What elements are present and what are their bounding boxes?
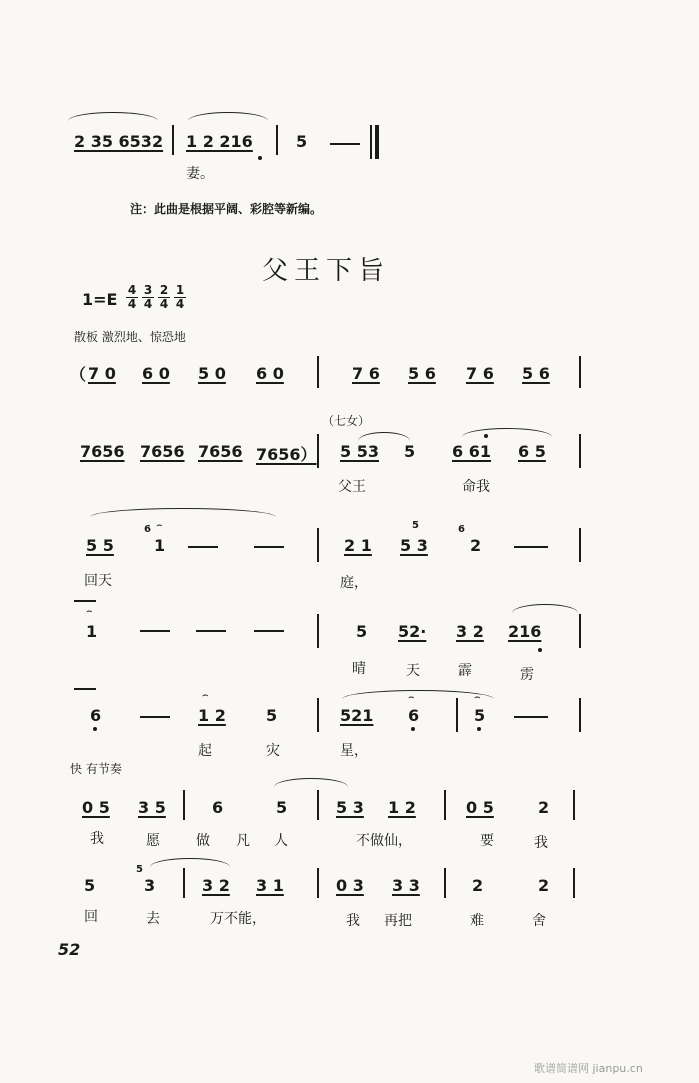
fermata-icon: ⌢ [408, 692, 415, 703]
bar-line [183, 868, 185, 898]
lyric: 人 [274, 833, 288, 849]
score-notes: 5 [474, 706, 486, 725]
grace-note: 5 [136, 864, 143, 875]
bar-line [276, 125, 278, 155]
score-notes: 1 [86, 622, 98, 641]
bar-line [573, 868, 575, 898]
score-notes: 2 [538, 798, 550, 817]
tempo-marking: 散板 激烈地、惊恐地 [74, 330, 186, 344]
lyric: 去 [146, 911, 160, 927]
score-notes: 6 [212, 798, 224, 817]
fermata-icon: ⌢ [86, 606, 93, 617]
score-notes: 5 0 [198, 364, 226, 383]
lyric: 庭， [340, 575, 368, 591]
lyric: 万不能， [210, 911, 266, 927]
score-notes: 52· [398, 622, 427, 641]
page-number: 52 [58, 940, 81, 959]
lyric: 雳 [520, 667, 534, 683]
final-bar-line [370, 125, 372, 159]
slur [462, 428, 552, 437]
lyric: 回 [84, 909, 98, 925]
bar-line [573, 790, 575, 820]
score-notes: 5 6 [522, 364, 550, 383]
paren: （ [70, 365, 87, 384]
score-notes: 1 2 216 [186, 132, 253, 151]
score-notes: 5 5 [86, 536, 114, 555]
key-signature: 1=E [82, 290, 118, 309]
bar-line [579, 356, 581, 388]
score-notes: 0 5 [466, 798, 494, 817]
lyric: 霹 [458, 663, 472, 679]
score-notes: 0 3 [336, 876, 364, 895]
tempo-marking: 快 有节奏 [70, 762, 122, 776]
page-title: 父王下旨 [262, 256, 391, 286]
score-notes: 2 [470, 536, 482, 555]
footnote: 注：此曲是根据平阔、彩腔等新编。 [130, 202, 323, 216]
lyric: 回天 [84, 573, 112, 589]
bar-line [317, 790, 319, 820]
lyric: 做 [196, 833, 210, 849]
meter: 2 4 [159, 283, 169, 311]
meter: 1 4 [175, 283, 185, 311]
score-notes: 5 3 [400, 536, 428, 555]
lyric: 舍 [532, 913, 546, 929]
slur [68, 112, 158, 121]
score-notes: 2 [472, 876, 484, 895]
lyric: 灾 [266, 743, 280, 759]
fermata-icon: ⌢ [474, 692, 481, 703]
score-notes: 6 0 [142, 364, 170, 383]
score-notes: 3 2 [456, 622, 484, 641]
lyric: 父王 [338, 479, 366, 495]
score-notes: 5 3 [336, 798, 364, 817]
slur [358, 432, 410, 441]
lyric: 不做仙， [356, 833, 412, 849]
lyric: 起 [198, 743, 212, 759]
lyric: 难 [470, 913, 484, 929]
lyric: 我 [90, 831, 104, 847]
hold-dash [140, 630, 170, 632]
grace-note: 6 [144, 524, 151, 535]
bar-line [579, 528, 581, 562]
hold-dash [330, 143, 360, 145]
bar-line [456, 698, 458, 732]
lyric: 妻。 [186, 166, 214, 182]
octave-dot [258, 156, 262, 160]
slur [274, 778, 348, 787]
score-notes: 6 0 [256, 364, 284, 383]
score-notes: 2 35 6532 [74, 132, 164, 151]
bar-line [317, 356, 319, 388]
lyric: 凡 [236, 833, 250, 849]
lyric: 命我 [462, 479, 490, 495]
score-notes: 2 [538, 876, 550, 895]
score-notes: 5 [404, 442, 416, 461]
hold-dash [254, 630, 284, 632]
hold-dash [514, 546, 548, 548]
watermark: 歌谱简谱网 jianpu.cn [534, 1062, 643, 1075]
slur [90, 508, 276, 517]
score-notes: 3 1 [256, 876, 284, 895]
score-notes: 3 [144, 876, 156, 895]
score-notes: 3 3 [392, 876, 420, 895]
lyric: 要 [480, 833, 494, 849]
score-notes: 5 [296, 132, 308, 151]
slur [150, 858, 230, 867]
score-notes: 5 53 [340, 442, 379, 461]
lyric: 星， [340, 743, 368, 759]
lyric: 天 [406, 663, 420, 679]
hold-dash [514, 716, 548, 718]
hold-dash [188, 546, 218, 548]
slur [512, 604, 578, 613]
score-notes: 5 [356, 622, 368, 641]
fermata-icon: ⌢ [202, 690, 209, 701]
final-bar-line [375, 125, 379, 159]
tie-line [74, 688, 96, 690]
score-notes: 6 [90, 706, 102, 725]
score-notes: 7 0 [88, 364, 116, 383]
slur [342, 690, 494, 699]
score-notes: 6 [408, 706, 420, 725]
meter-list [126, 284, 186, 311]
score-notes: 2 1 [344, 536, 372, 555]
bar-line [444, 868, 446, 898]
hold-dash [196, 630, 226, 632]
score-notes: 521 [340, 706, 374, 725]
lyric: 再把 [384, 913, 412, 929]
grace-note: 6 [458, 524, 465, 535]
octave-dot [93, 727, 97, 731]
hold-dash [140, 716, 170, 718]
score-notes: 5 [276, 798, 288, 817]
score-notes: 5 [84, 876, 96, 895]
octave-dot [538, 648, 542, 652]
score-notes: 7656） [256, 445, 317, 464]
score-notes: 1 2 [388, 798, 416, 817]
role-label: （七女） [322, 414, 371, 428]
hold-dash [254, 546, 284, 548]
score-notes: 3 2 [202, 876, 230, 895]
bar-line [579, 614, 581, 648]
lyric: 我 [534, 835, 548, 851]
grace-note: 5 [412, 520, 419, 531]
bar-line [317, 434, 319, 468]
tie-line [74, 600, 96, 602]
octave-dot [484, 434, 488, 438]
lyric: 晴 [352, 661, 366, 677]
score-notes: 216 [508, 622, 542, 641]
score-notes: 7 6 [466, 364, 494, 383]
lyric: 愿 [146, 833, 160, 849]
bar-line [172, 125, 174, 155]
bar-line [317, 698, 319, 732]
score-notes: 7656 [140, 442, 185, 461]
bar-line [579, 698, 581, 732]
octave-dot [477, 727, 481, 731]
fermata-icon: ⌢ [156, 520, 163, 531]
bar-line [444, 790, 446, 820]
lyric: 我 [346, 913, 360, 929]
bar-line [579, 434, 581, 468]
score-notes: 7 6 [352, 364, 380, 383]
score-notes: 7656 [80, 442, 125, 461]
bar-line [183, 790, 185, 820]
score-notes: 3 5 [138, 798, 166, 817]
bar-line [317, 528, 319, 562]
meter: 3 4 [143, 283, 153, 311]
meter: 4 4 [127, 283, 137, 311]
score-notes: 5 [266, 706, 278, 725]
octave-dot [411, 727, 415, 731]
score-notes: 6 61 [452, 442, 491, 461]
score-notes: 6 5 [518, 442, 546, 461]
score-notes: 5 6 [408, 364, 436, 383]
bar-line [317, 614, 319, 648]
score-notes: 1 [154, 536, 166, 555]
slur [188, 112, 268, 121]
bar-line [317, 868, 319, 898]
score-notes: 7656 [198, 442, 243, 461]
score-notes: 1 2 [198, 706, 226, 725]
score-notes: 0 5 [82, 798, 110, 817]
